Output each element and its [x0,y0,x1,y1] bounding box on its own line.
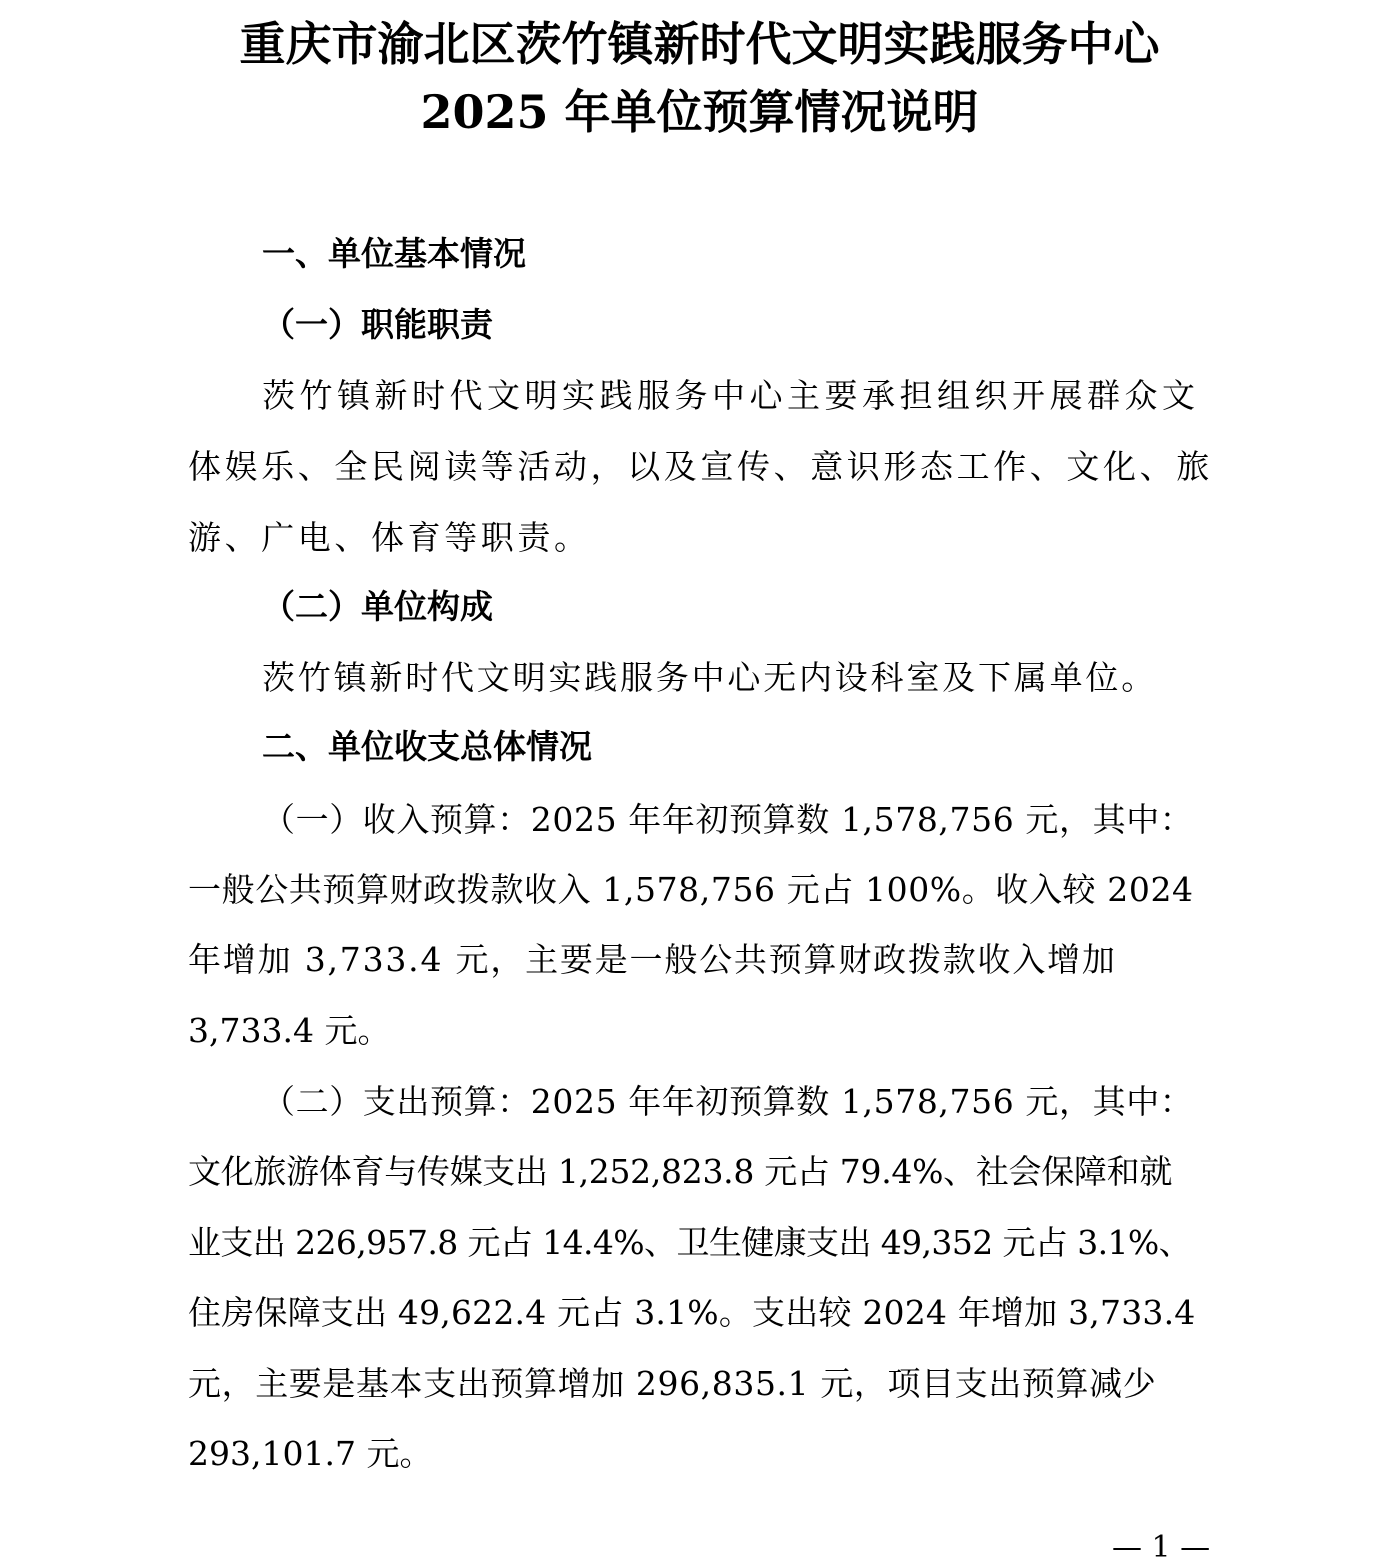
paragraph-line: （二）支出预算：2025 年年初预算数 1,578,756 元，其中： [262,1082,1194,1121]
paragraph-line: 茨竹镇新时代文明实践服务中心主要承担组织开展群众文 [262,376,1200,415]
paragraph-line: 一般公共预算财政拨款收入 1,578,756 元占 100%。收入较 2024 [188,870,1194,909]
page-number: — 1 — [1112,1530,1211,1565]
paragraph-line: 茨竹镇新时代文明实践服务中心无内设科室及下属单位。 [262,658,1157,697]
section-heading-2: 二、单位收支总体情况 [262,727,592,766]
paragraph-line: 业支出 226,957.8 元占 14.4%、卫生健康支出 49,352 元占 3.1%、 [188,1223,1192,1262]
document-title-line1: 重庆市渝北区茨竹镇新时代文明实践服务中心 [239,17,1160,71]
document-title-line2: 2025 年单位预算情况说明 [420,85,979,139]
paragraph-line: 元，主要是基本支出预算增加 296,835.1 元，项目支出预算减少 [188,1364,1157,1403]
paragraph-line: 年增加 3,733.4 元，主要是一般公共预算财政拨款收入增加 [188,940,1117,979]
paragraph-line: （一）收入预算：2025 年年初预算数 1,578,756 元，其中： [262,800,1194,839]
paragraph-line: 文化旅游体育与传媒支出 1,252,823.8 元占 79.4%、社会保障和就 [188,1152,1173,1191]
paragraph-line: 游、广电、体育等职责。 [188,518,591,557]
subsection-heading-composition: （二）单位构成 [262,587,493,626]
section-heading-1: 一、单位基本情况 [262,234,526,273]
paragraph-line: 3,733.4 元。 [188,1011,391,1050]
paragraph-line: 293,101.7 元。 [188,1434,433,1473]
subsection-heading-functions: （一）职能职责 [262,305,493,344]
paragraph-line: 住房保障支出 49,622.4 元占 3.1%。支出较 2024 年增加 3,733.4 [188,1293,1196,1332]
paragraph-line: 体娱乐、全民阅读等活动，以及宣传、意识形态工作、文化、旅 [188,447,1213,486]
